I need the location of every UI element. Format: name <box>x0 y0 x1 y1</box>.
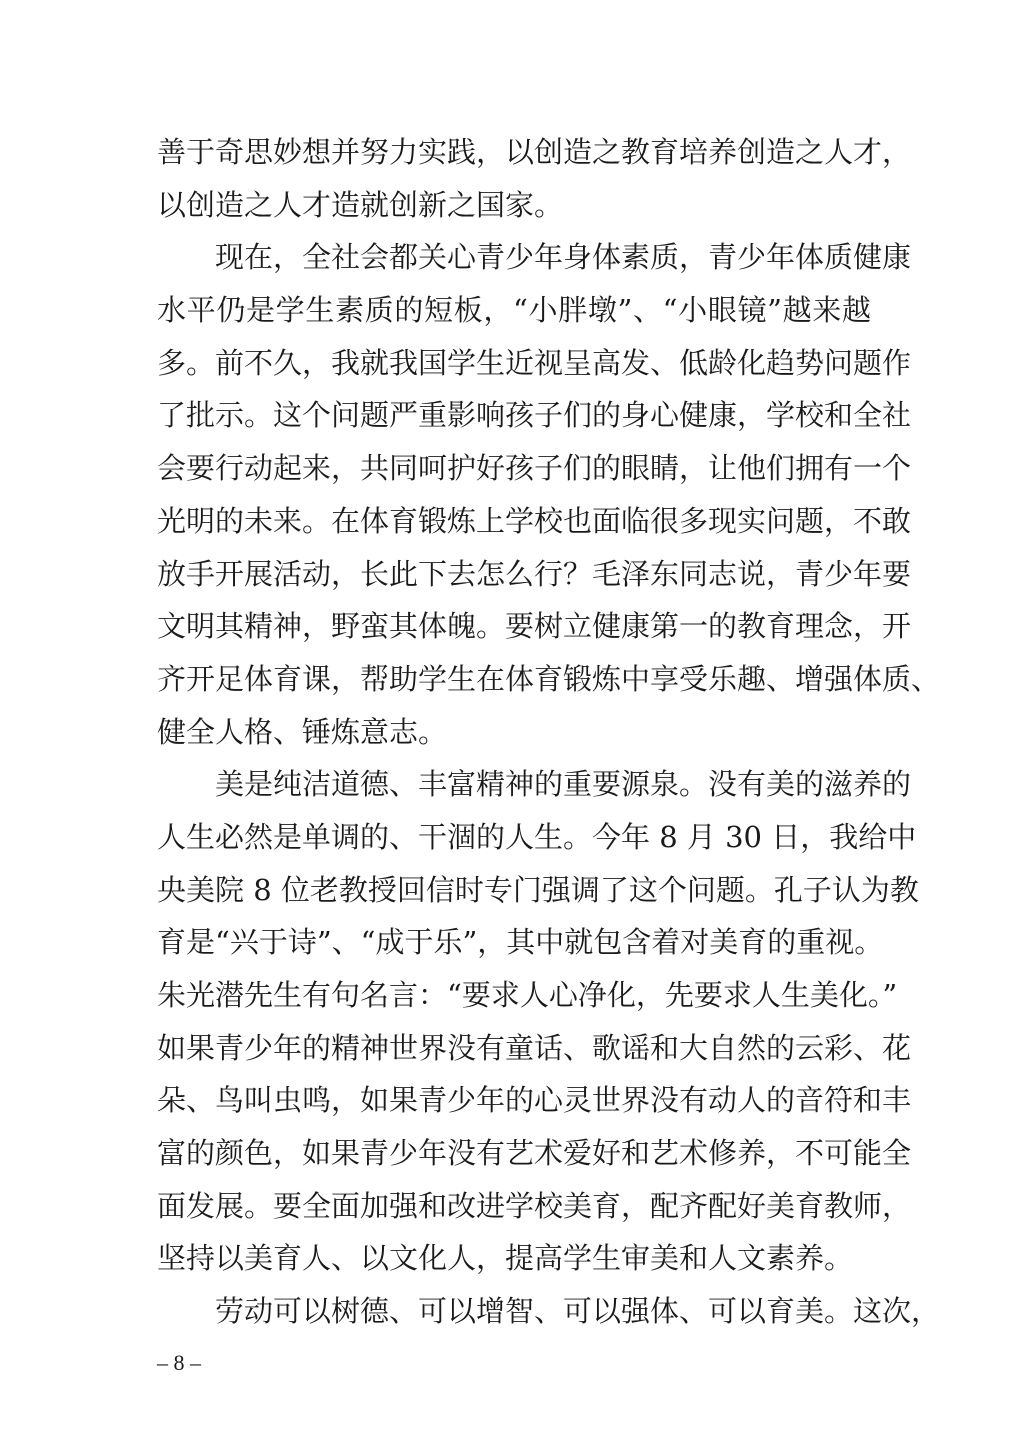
text-line: 央美院 8 位老教授回信时专门强调了这个问题。孔子认为教 <box>157 872 919 907</box>
text-line: 放手开展活动，长此下去怎么行？毛泽东同志说，青少年要 <box>157 556 912 591</box>
text-line: 育是“兴于诗”、“成于乐”，其中就包含着对美育的重视。 <box>157 925 884 960</box>
text-line: 朱光潜先生有句名言：“要求人心净化，先要求人生美化。” <box>157 978 898 1012</box>
text-line: 了批示。这个问题严重影响孩子们的身心健康，学校和全社 <box>157 398 912 433</box>
text-line: 面发展。要全面加强和改进学校美育，配齐配好美育教师， <box>157 1188 912 1223</box>
text-line: 富的颜色，如果青少年没有艺术爱好和艺术修养，不可能全 <box>157 1136 912 1171</box>
text-line: 多。前不久，我就我国学生近视呈高发、低龄化趋势问题作 <box>157 345 912 380</box>
text-line: 齐开足体育课，帮助学生在体育锻炼中享受乐趣、增强体质、 <box>157 661 941 696</box>
text-line: 善于奇思妙想并努力实践，以创造之教育培养创造之人才， <box>157 135 912 169</box>
text-line: 如果青少年的精神世界没有童话、歌谣和大自然的云彩、花 <box>157 1030 912 1065</box>
text-line: 美是纯洁道德、丰富精神的重要源泉。没有美的滋养的 <box>215 767 912 802</box>
text-line: 现在，全社会都关心青少年身体素质，青少年体质健康 <box>215 240 912 275</box>
text-line: 会要行动起来，共同呵护好孩子们的眼睛，让他们拥有一个 <box>157 451 912 486</box>
text-line: 水平仍是学生素质的短板，“小胖墩”、“小眼镜”越来越 <box>157 293 871 328</box>
page-number: – 8 – <box>157 1350 201 1375</box>
text-line: 文明其精神，野蛮其体魄。要树立健康第一的教育理念，开 <box>157 609 912 644</box>
text-line: 朵、鸟叫虫鸣，如果青少年的心灵世界没有动人的音符和丰 <box>157 1083 912 1118</box>
text-line: 以创造之人才造就创新之国家。 <box>157 187 564 222</box>
text-line: 健全人格、锤炼意志。 <box>157 714 448 749</box>
text-line: 劳动可以树德、可以增智、可以强体、可以育美。这次， <box>215 1294 941 1329</box>
body-text <box>157 126 941 1338</box>
text-line: 人生必然是单调的、干涸的人生。今年 8 月 30 日，我给中 <box>157 819 917 854</box>
text-line: 坚持以美育人、以文化人，提高学生审美和人文素养。 <box>157 1241 854 1276</box>
text-line: 光明的未来。在体育锻炼上学校也面临很多现实问题，不敢 <box>157 503 912 538</box>
